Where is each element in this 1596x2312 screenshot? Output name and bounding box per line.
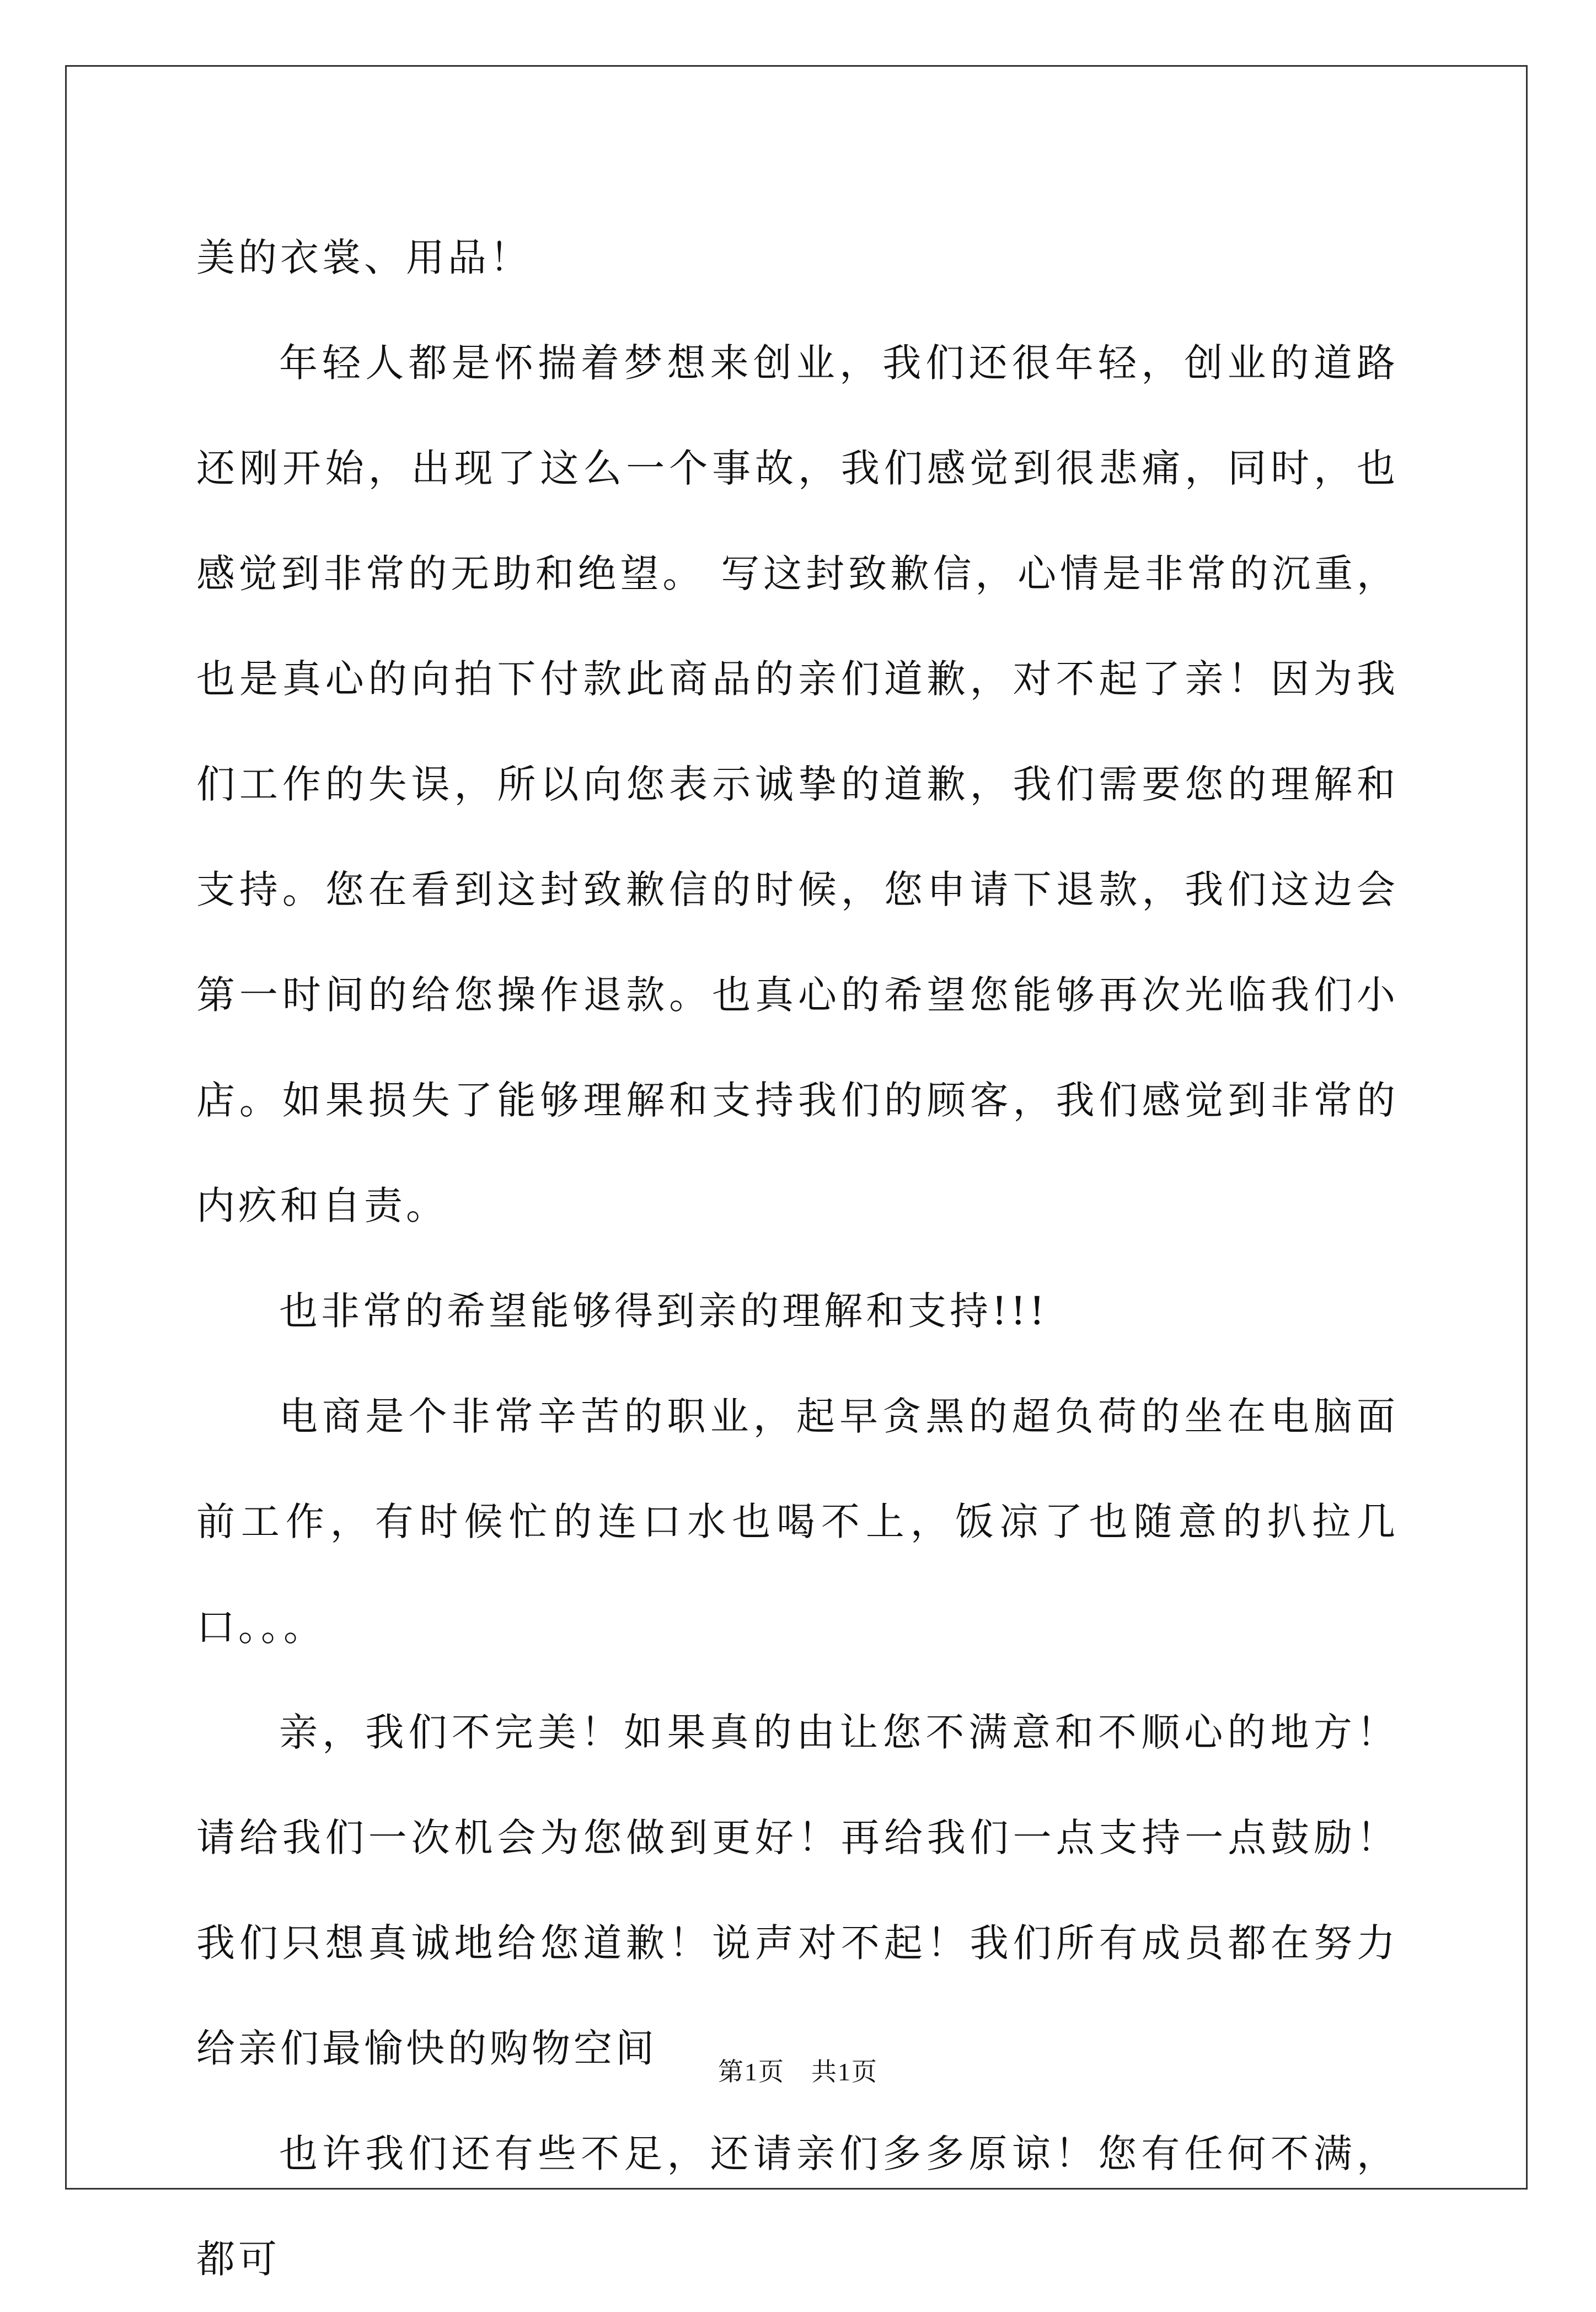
document-body [196,205,1399,2312]
page-number-footer: 第1页 共1页 [718,2058,878,2086]
paragraph-1: 美的衣裳、用品！ [196,235,532,280]
paragraph-3: 也非常的希望能够得到亲的理解和支持!!! [279,1288,1048,1334]
paragraph-6: 也许我们还有些不足，还请亲们多多原谅！您有任何不满，都可 [196,2131,1399,2282]
paragraph-4: 电商是个非常辛苦的职业，起早贪黑的超负荷的坐在电脑面前工作，有时候忙的连口水也喝不上，饭凉了也随意的扒拉几口。。。 [196,1394,1399,1650]
paragraph-5: 亲，我们不完美！如果真的由让您不满意和不顺心的地方！请给我们一次机会为您做到更好！再给我们一点支持一点鼓励！我们只想真诚地给您道歉！说声对不起！我们所有成员都在努力给亲们最愉快的购物空间 [196,1710,1399,2071]
paragraph-2: 年轻人都是怀揣着梦想来创业，我们还很年轻，创业的道路还刚开始，出现了这么一个事故，我们感觉到很悲痛，同时，也感觉到非常的无助和绝望。 写这封致歉信，心情是非常的沉重，也是真心的向拍下付款此商品的亲们道歉，对不起了亲！因为我们工作的失误，所以向您表示诚挚的道歉，我们需要您的理解和支持。您在看到这封致歉信的时候，您申请下退款，我们这边会第一时间的给您操作退款。也真心的希望您能够再次光临我们小店。如果损失了能够理解和支持我们的顾客，我们感觉到非常的内疚和自责。 [196,340,1399,1228]
